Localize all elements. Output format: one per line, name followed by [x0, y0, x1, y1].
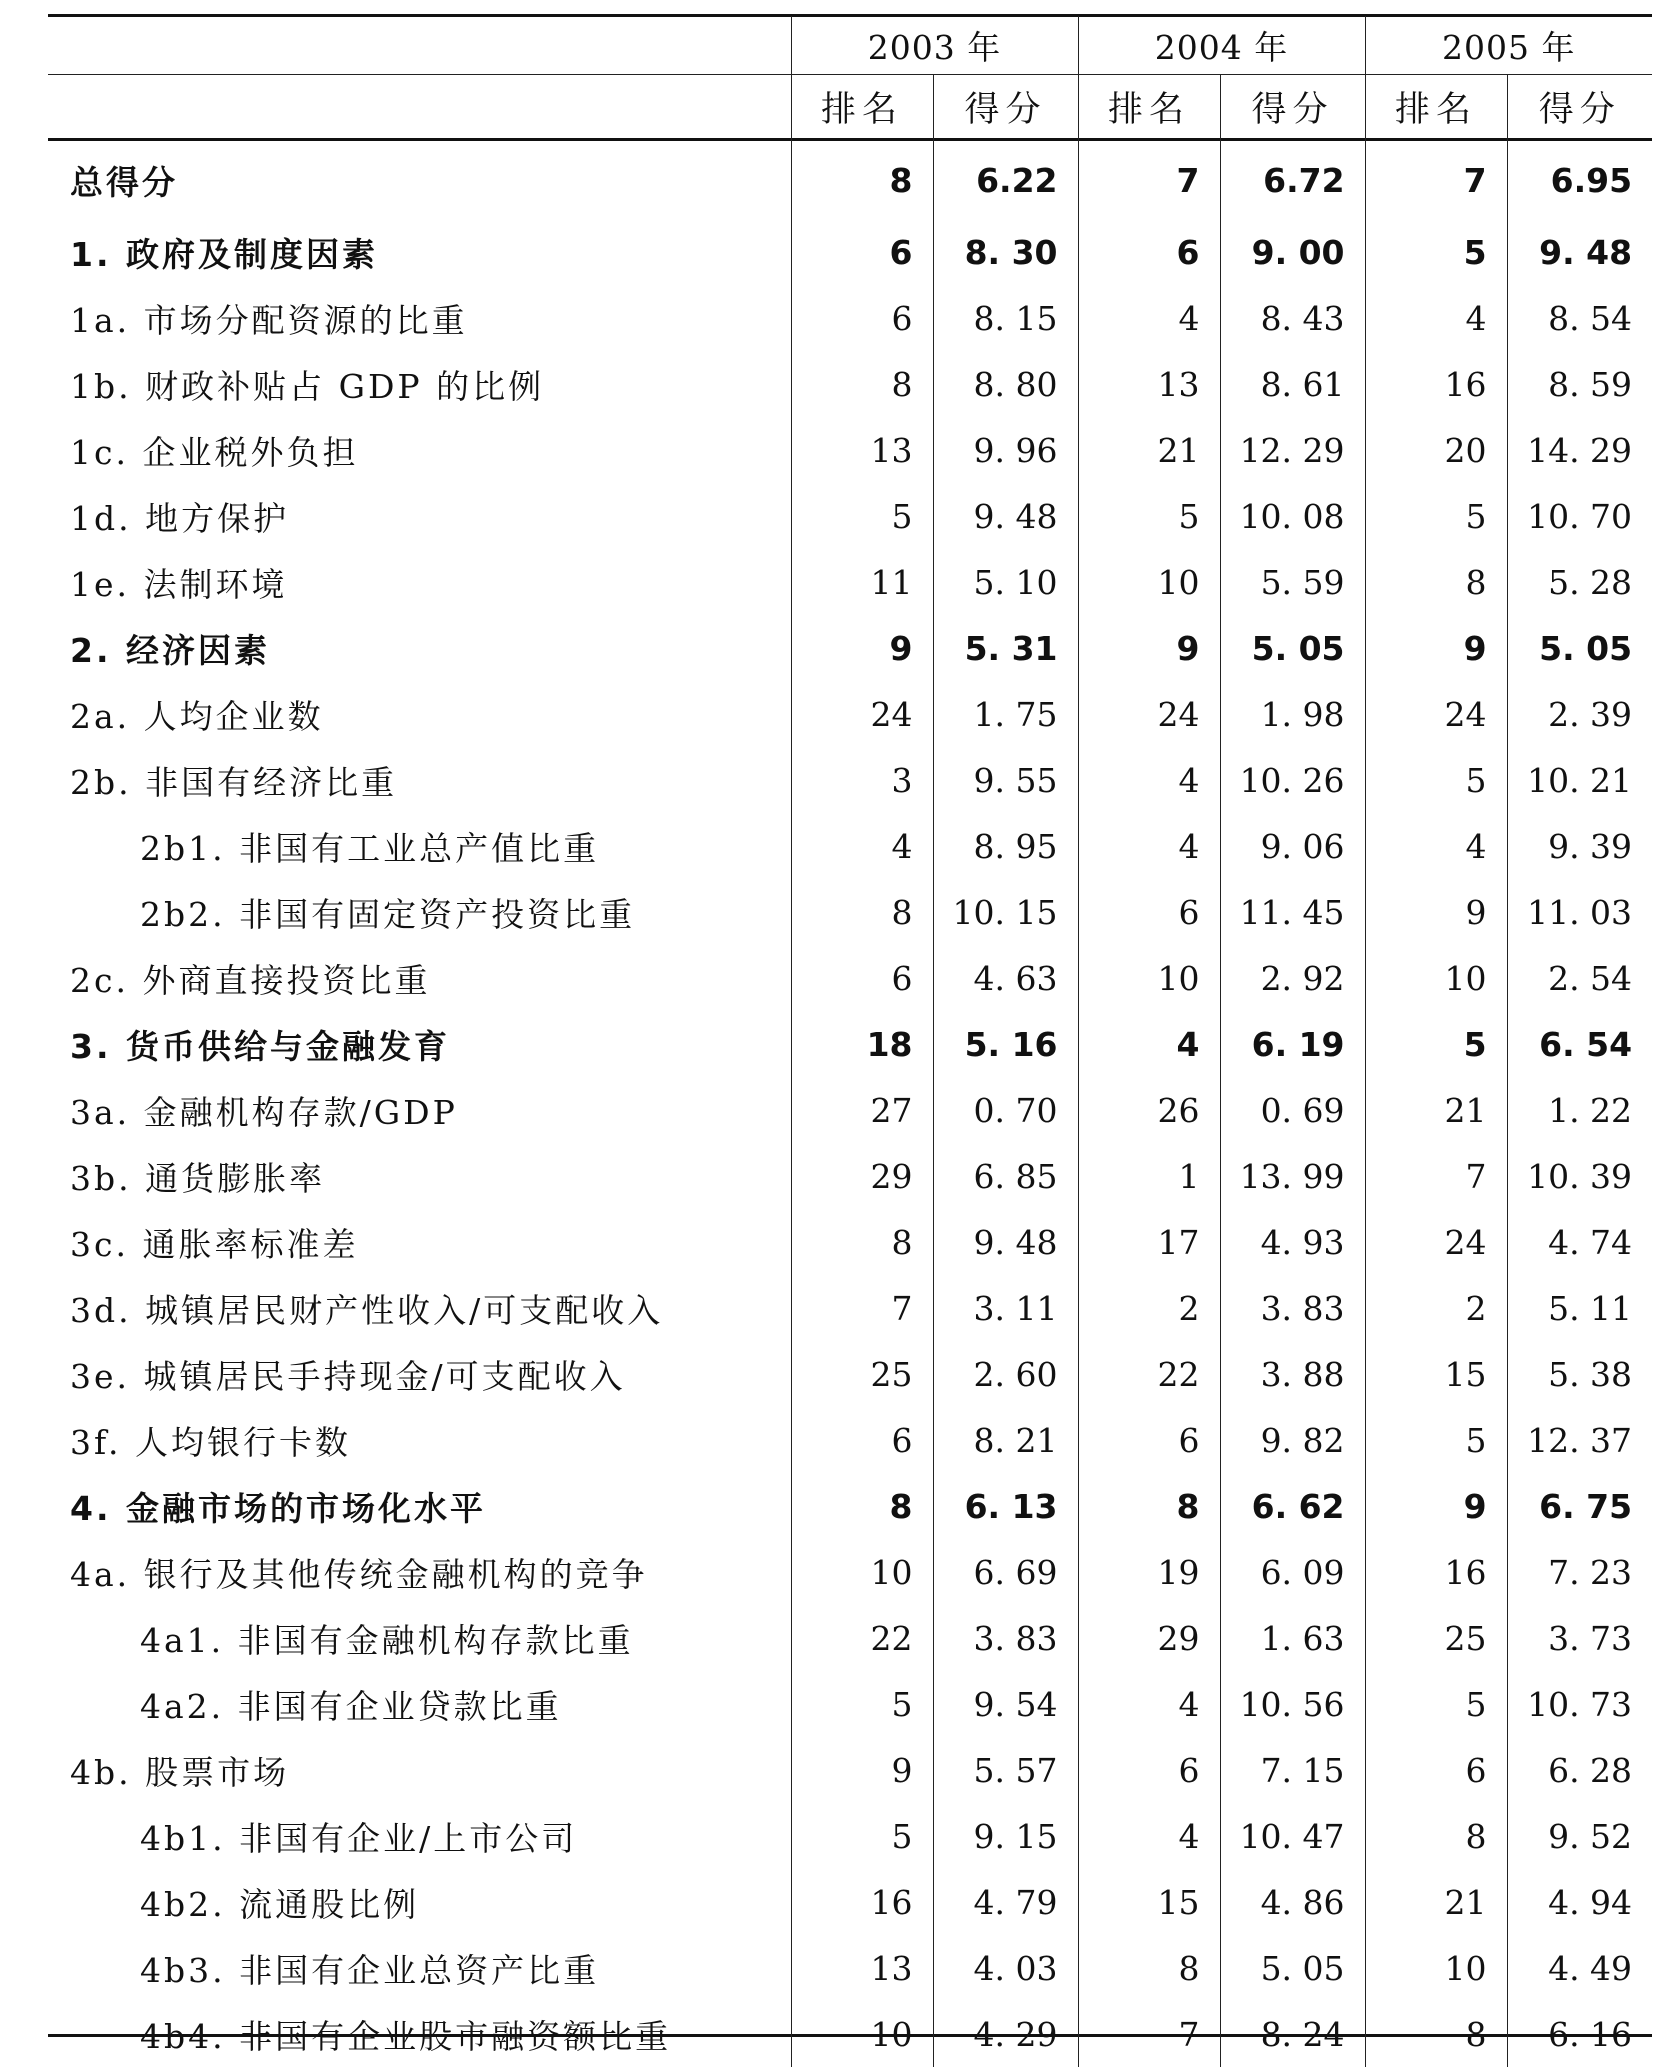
- row-label: 1b. 财政补贴占 GDP 的比例: [70, 366, 545, 406]
- rank-cell: 15: [1365, 1341, 1507, 1407]
- score-cell: 10. 47: [1220, 1803, 1365, 1869]
- score-cell: 5. 10: [933, 549, 1078, 615]
- subheader-row: [48, 75, 1652, 140]
- rank-cell: 7: [791, 1275, 933, 1341]
- rank-cell: 10: [1365, 1935, 1507, 2001]
- rank-cell: 17: [1078, 1209, 1220, 1275]
- score-cell: 2. 92: [1220, 945, 1365, 1011]
- rank-cell: 5: [1365, 747, 1507, 813]
- row-label: 3e. 城镇居民手持现金/可支配收入: [70, 1356, 626, 1396]
- table-row: [48, 1473, 1652, 1539]
- rank-cell: 9: [791, 1737, 933, 1803]
- score-cell: 5. 57: [933, 1737, 1078, 1803]
- rank-cell: 1: [1078, 1143, 1220, 1209]
- rank-cell: 13: [1078, 351, 1220, 417]
- rank-cell: 16: [791, 1869, 933, 1935]
- score-cell: 10. 70: [1507, 483, 1652, 549]
- row-label: 3f. 人均银行卡数: [70, 1422, 352, 1462]
- rank-cell: 8: [791, 879, 933, 945]
- rank-cell: 6: [791, 219, 933, 285]
- score-cell: 9. 54: [933, 1671, 1078, 1737]
- row-label: 1e. 法制环境: [70, 564, 288, 604]
- score-cell: 6. 13: [933, 1473, 1078, 1539]
- score-cell: 10. 21: [1507, 747, 1652, 813]
- row-label: 1a. 市场分配资源的比重: [70, 300, 468, 340]
- score-cell: 4. 79: [933, 1869, 1078, 1935]
- rank-cell: 10: [1365, 945, 1507, 1011]
- score-cell: 6. 75: [1507, 1473, 1652, 1539]
- score-cell: 6.22: [933, 139, 1078, 219]
- rank-cell: 10: [791, 1539, 933, 1605]
- rank-cell: 6: [791, 285, 933, 351]
- table-row: [48, 1539, 1652, 1605]
- rank-cell: 24: [1365, 1209, 1507, 1275]
- score-cell: 8. 61: [1220, 351, 1365, 417]
- row-label: 1. 政府及制度因素: [70, 234, 378, 274]
- rank-cell: 21: [1078, 417, 1220, 483]
- score-cell: 6. 54: [1507, 1011, 1652, 1077]
- score-cell: 12. 37: [1507, 1407, 1652, 1473]
- header-blank-cell: [48, 75, 791, 140]
- row-label: 2a. 人均企业数: [70, 696, 324, 736]
- score-cell: 5. 31: [933, 615, 1078, 681]
- table-row: [48, 1143, 1652, 1209]
- score-cell: 8. 54: [1507, 285, 1652, 351]
- rank-cell: 22: [1078, 1341, 1220, 1407]
- row-label: 3a. 金融机构存款/GDP: [70, 1092, 458, 1132]
- score-cell: 10. 73: [1507, 1671, 1652, 1737]
- row-label: 4b4. 非国有企业股市融资额比重: [140, 2016, 672, 2056]
- score-cell: 0. 70: [933, 1077, 1078, 1143]
- score-cell: 2. 39: [1507, 681, 1652, 747]
- score-cell: 4. 94: [1507, 1869, 1652, 1935]
- table-row: [48, 549, 1652, 615]
- rank-cell: 4: [1078, 285, 1220, 351]
- score-cell: 1. 63: [1220, 1605, 1365, 1671]
- rank-cell: 2: [1365, 1275, 1507, 1341]
- rank-cell: 4: [1365, 285, 1507, 351]
- score-cell: 6. 28: [1507, 1737, 1652, 1803]
- score-cell: 8. 95: [933, 813, 1078, 879]
- score-cell: 4. 74: [1507, 1209, 1652, 1275]
- row-label: 1c. 企业税外负担: [70, 432, 359, 472]
- rank-cell: 4: [1078, 813, 1220, 879]
- score-cell: 8. 59: [1507, 351, 1652, 417]
- rank-cell: 4: [1078, 1671, 1220, 1737]
- table-row: [48, 1341, 1652, 1407]
- score-cell: 8. 15: [933, 285, 1078, 351]
- rank-cell: 13: [791, 417, 933, 483]
- table-row: [48, 1803, 1652, 1869]
- score-cell: 5. 11: [1507, 1275, 1652, 1341]
- score-cell: 3. 11: [933, 1275, 1078, 1341]
- score-cell: 6. 16: [1507, 2001, 1652, 2067]
- rank-cell: 5: [1365, 1671, 1507, 1737]
- rank-cell: 15: [1078, 1869, 1220, 1935]
- rank-cell: 6: [1078, 219, 1220, 285]
- rank-cell: 5: [791, 1803, 933, 1869]
- score-cell: 6.95: [1507, 139, 1652, 219]
- row-label: 4. 金融市场的市场化水平: [70, 1488, 486, 1528]
- rank-cell: 8: [791, 139, 933, 219]
- rank-cell: 2: [1078, 1275, 1220, 1341]
- score-cell: 5. 38: [1507, 1341, 1652, 1407]
- score-cell: 3. 73: [1507, 1605, 1652, 1671]
- score-cell: 11. 03: [1507, 879, 1652, 945]
- table-row: [48, 1671, 1652, 1737]
- rank-cell: 10: [1078, 945, 1220, 1011]
- rank-cell: 4: [1365, 813, 1507, 879]
- rank-cell: 18: [791, 1011, 933, 1077]
- rank-cell: 29: [1078, 1605, 1220, 1671]
- score-cell: 6. 85: [933, 1143, 1078, 1209]
- rank-cell: 9: [791, 615, 933, 681]
- row-label: 2. 经济因素: [70, 630, 270, 670]
- row-label: 4b1. 非国有企业/上市公司: [140, 1818, 578, 1858]
- table-row: [48, 681, 1652, 747]
- table-row: [48, 1077, 1652, 1143]
- rank-cell: 5: [791, 483, 933, 549]
- rank-cell: 9: [1365, 1473, 1507, 1539]
- table-row: [48, 1011, 1652, 1077]
- rank-cell: 5: [1365, 219, 1507, 285]
- table-row: [48, 2001, 1652, 2067]
- score-cell: 6. 09: [1220, 1539, 1365, 1605]
- row-label: 4a. 银行及其他传统金融机构的竞争: [70, 1554, 648, 1594]
- rank-cell: 7: [1078, 2001, 1220, 2067]
- year-header-2005: 2005 年: [1365, 16, 1652, 75]
- score-cell: 9. 15: [933, 1803, 1078, 1869]
- rank-cell: 8: [1078, 1473, 1220, 1539]
- rank-cell: 7: [1365, 1143, 1507, 1209]
- table-row: [48, 945, 1652, 1011]
- score-cell: 4. 03: [933, 1935, 1078, 2001]
- table-row: [48, 139, 1652, 219]
- score-cell: 8. 21: [933, 1407, 1078, 1473]
- rank-cell: 9: [1365, 879, 1507, 945]
- rank-cell: 8: [1365, 1803, 1507, 1869]
- row-label: 总得分: [70, 162, 178, 202]
- rank-cell: 11: [791, 549, 933, 615]
- rank-cell: 8: [1365, 549, 1507, 615]
- rank-cell: 5: [1078, 483, 1220, 549]
- rank-cell: 6: [1365, 1737, 1507, 1803]
- score-cell: 10. 15: [933, 879, 1078, 945]
- score-cell: 10. 56: [1220, 1671, 1365, 1737]
- score-cell: 1. 22: [1507, 1077, 1652, 1143]
- table-row: [48, 615, 1652, 681]
- score-cell: 4. 86: [1220, 1869, 1365, 1935]
- score-header: 得分: [1507, 75, 1652, 140]
- row-label: 4b. 股票市场: [70, 1752, 290, 1792]
- score-cell: 2. 60: [933, 1341, 1078, 1407]
- score-cell: 5. 05: [1220, 615, 1365, 681]
- table-row: [48, 1737, 1652, 1803]
- rank-header: 排名: [1078, 75, 1220, 140]
- table-row: [48, 1275, 1652, 1341]
- table-row: [48, 813, 1652, 879]
- rank-cell: 21: [1365, 1869, 1507, 1935]
- score-cell: 3. 83: [933, 1605, 1078, 1671]
- table-row: [48, 1869, 1652, 1935]
- score-cell: 2. 54: [1507, 945, 1652, 1011]
- table-row: [48, 1209, 1652, 1275]
- score-cell: 14. 29: [1507, 417, 1652, 483]
- score-cell: 9. 96: [933, 417, 1078, 483]
- rank-cell: 7: [1078, 139, 1220, 219]
- score-cell: 4. 49: [1507, 1935, 1652, 2001]
- table-row: [48, 879, 1652, 945]
- row-label: 1d. 地方保护: [70, 498, 290, 538]
- score-cell: 10. 39: [1507, 1143, 1652, 1209]
- table-row: [48, 1605, 1652, 1671]
- rank-cell: 5: [1365, 1011, 1507, 1077]
- score-cell: 10. 08: [1220, 483, 1365, 549]
- score-cell: 9. 82: [1220, 1407, 1365, 1473]
- rank-cell: 8: [791, 1209, 933, 1275]
- row-label: 4b3. 非国有企业总资产比重: [140, 1950, 600, 1990]
- score-cell: 8. 43: [1220, 285, 1365, 351]
- score-cell: 7. 23: [1507, 1539, 1652, 1605]
- table-body: [48, 139, 1652, 2067]
- rank-cell: 22: [791, 1605, 933, 1671]
- rank-cell: 26: [1078, 1077, 1220, 1143]
- rank-cell: 5: [1365, 483, 1507, 549]
- score-cell: 9. 48: [933, 1209, 1078, 1275]
- rank-cell: 7: [1365, 139, 1507, 219]
- table-row: [48, 1935, 1652, 2001]
- score-cell: 5. 59: [1220, 549, 1365, 615]
- score-cell: 4. 93: [1220, 1209, 1365, 1275]
- rank-cell: 19: [1078, 1539, 1220, 1605]
- rank-cell: 4: [1078, 1803, 1220, 1869]
- rank-cell: 13: [791, 1935, 933, 2001]
- row-label: 4a2. 非国有企业贷款比重: [140, 1686, 562, 1726]
- rank-cell: 4: [1078, 747, 1220, 813]
- score-cell: 6.72: [1220, 139, 1365, 219]
- score-cell: 5. 16: [933, 1011, 1078, 1077]
- row-label: 2b. 非国有经济比重: [70, 762, 398, 802]
- row-label: 3d. 城镇居民财产性收入/可支配收入: [70, 1290, 664, 1330]
- score-cell: 5. 05: [1507, 615, 1652, 681]
- rank-cell: 9: [1078, 615, 1220, 681]
- score-cell: 9. 48: [1507, 219, 1652, 285]
- score-cell: 9. 06: [1220, 813, 1365, 879]
- score-cell: 4. 29: [933, 2001, 1078, 2067]
- rank-cell: 9: [1365, 615, 1507, 681]
- rank-cell: 24: [791, 681, 933, 747]
- rank-cell: 25: [791, 1341, 933, 1407]
- row-label: 2b2. 非国有固定资产投资比重: [140, 894, 636, 934]
- rank-cell: 3: [791, 747, 933, 813]
- score-cell: 0. 69: [1220, 1077, 1365, 1143]
- table-row: [48, 351, 1652, 417]
- row-label: 4b2. 流通股比例: [140, 1884, 420, 1924]
- rank-cell: 8: [1365, 2001, 1507, 2067]
- score-cell: 3. 88: [1220, 1341, 1365, 1407]
- rank-cell: 16: [1365, 1539, 1507, 1605]
- rank-cell: 16: [1365, 351, 1507, 417]
- score-cell: 8. 30: [933, 219, 1078, 285]
- rank-cell: 5: [791, 1671, 933, 1737]
- year-header-row: [48, 16, 1652, 75]
- row-label: 3c. 通胀率标准差: [70, 1224, 359, 1264]
- rank-header: 排名: [1365, 75, 1507, 140]
- score-cell: 9. 00: [1220, 219, 1365, 285]
- year-header-2004: 2004 年: [1078, 16, 1365, 75]
- row-label: 3b. 通货膨胀率: [70, 1158, 326, 1198]
- score-cell: 8. 80: [933, 351, 1078, 417]
- row-label: 2b1. 非国有工业总产值比重: [140, 828, 600, 868]
- score-cell: 13. 99: [1220, 1143, 1365, 1209]
- table-row: [48, 483, 1652, 549]
- score-cell: 12. 29: [1220, 417, 1365, 483]
- ranking-table: [48, 16, 1652, 2067]
- rank-cell: 20: [1365, 417, 1507, 483]
- score-header: 得分: [933, 75, 1078, 140]
- rank-cell: 6: [791, 945, 933, 1011]
- score-cell: 1. 98: [1220, 681, 1365, 747]
- score-cell: 1. 75: [933, 681, 1078, 747]
- rank-cell: 4: [1078, 1011, 1220, 1077]
- score-cell: 6. 69: [933, 1539, 1078, 1605]
- score-cell: 9. 48: [933, 483, 1078, 549]
- rank-cell: 5: [1365, 1407, 1507, 1473]
- score-cell: 9. 52: [1507, 1803, 1652, 1869]
- rank-cell: 6: [1078, 879, 1220, 945]
- score-cell: 11. 45: [1220, 879, 1365, 945]
- score-cell: 9. 55: [933, 747, 1078, 813]
- rank-header: 排名: [791, 75, 933, 140]
- score-cell: 5. 28: [1507, 549, 1652, 615]
- header-blank-cell: [48, 16, 791, 75]
- score-cell: 7. 15: [1220, 1737, 1365, 1803]
- rank-cell: 29: [791, 1143, 933, 1209]
- year-header-2003: 2003 年: [791, 16, 1078, 75]
- row-label: 3. 货币供给与金融发育: [70, 1026, 450, 1066]
- table-header: [48, 16, 1652, 139]
- rank-cell: 21: [1365, 1077, 1507, 1143]
- row-label: 4a1. 非国有金融机构存款比重: [140, 1620, 634, 1660]
- table-row: [48, 417, 1652, 483]
- score-header: 得分: [1220, 75, 1365, 140]
- rank-cell: 8: [791, 351, 933, 417]
- score-cell: 4. 63: [933, 945, 1078, 1011]
- score-cell: 6. 62: [1220, 1473, 1365, 1539]
- score-cell: 5. 05: [1220, 1935, 1365, 2001]
- table-row: [48, 747, 1652, 813]
- score-cell: 6. 19: [1220, 1011, 1365, 1077]
- rank-cell: 4: [791, 813, 933, 879]
- rank-cell: 25: [1365, 1605, 1507, 1671]
- rank-cell: 24: [1365, 681, 1507, 747]
- table-row: [48, 1407, 1652, 1473]
- score-cell: 10. 26: [1220, 747, 1365, 813]
- rank-cell: 8: [791, 1473, 933, 1539]
- rank-cell: 6: [1078, 1737, 1220, 1803]
- rank-cell: 6: [791, 1407, 933, 1473]
- rank-cell: 10: [1078, 549, 1220, 615]
- score-cell: 3. 83: [1220, 1275, 1365, 1341]
- rank-cell: 27: [791, 1077, 933, 1143]
- row-label: 2c. 外商直接投资比重: [70, 960, 431, 1000]
- table-row: [48, 285, 1652, 351]
- rank-cell: 24: [1078, 681, 1220, 747]
- rank-cell: 6: [1078, 1407, 1220, 1473]
- rank-cell: 8: [1078, 1935, 1220, 2001]
- score-cell: 8. 24: [1220, 2001, 1365, 2067]
- table-row: [48, 219, 1652, 285]
- score-cell: 9. 39: [1507, 813, 1652, 879]
- rank-cell: 10: [791, 2001, 933, 2067]
